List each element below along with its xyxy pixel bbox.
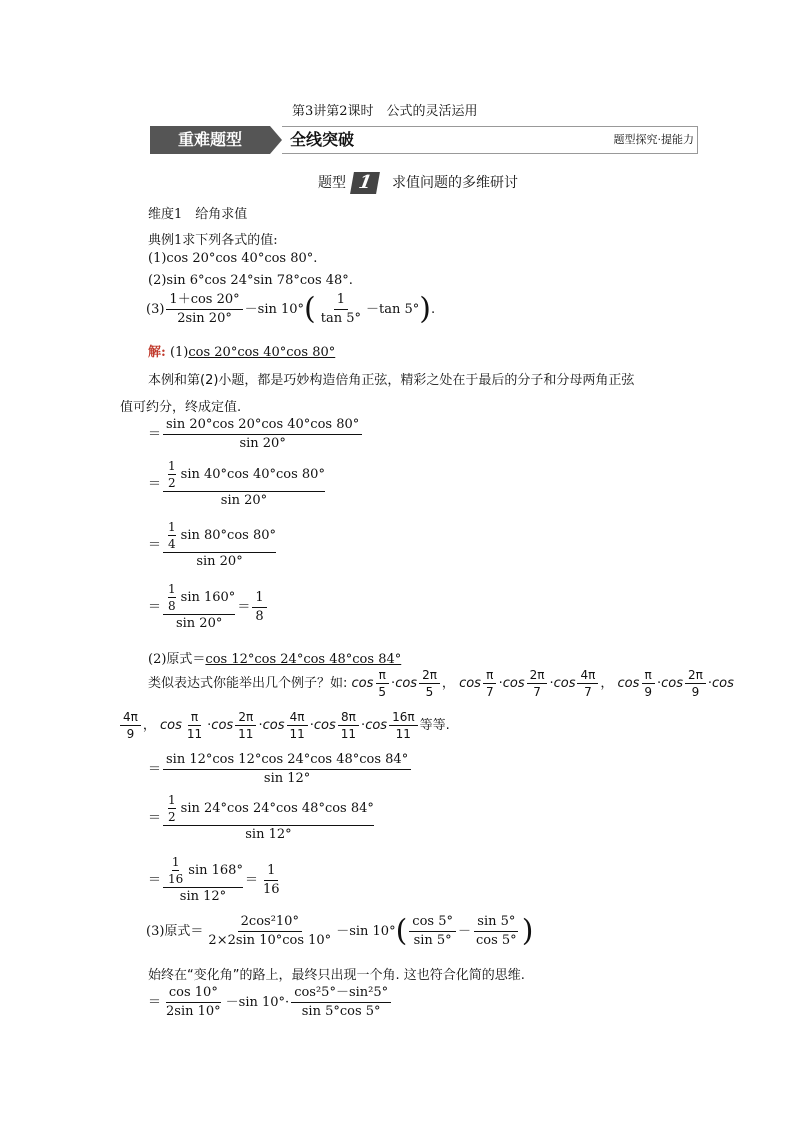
s2-result-num: 1 <box>264 863 278 881</box>
section-title: 求值问题的多维研讨 <box>392 175 518 191</box>
cos: cos <box>395 676 418 691</box>
s3-b-den: cos 5° <box>476 933 517 948</box>
cos: cos <box>712 676 734 691</box>
s1-expr: cos 20°cos 40°cos 80° <box>188 345 336 360</box>
p3-inner-numerator: 1 <box>334 292 348 310</box>
solution-1-head <box>148 341 335 360</box>
den-11: 11 <box>395 727 411 741</box>
s1-f4-den: sin 20° <box>175 616 223 631</box>
comment-2-text: 类似表达式你能举出几个例子？如: <box>148 676 348 691</box>
s2-step-2 <box>148 793 376 843</box>
eq: ＝ <box>148 762 162 777</box>
s3-step-2 <box>148 985 393 1020</box>
s3-f2-den: 2sin 10° <box>166 1004 221 1019</box>
s1-f2-den: sin 20° <box>220 493 268 508</box>
banner-tag: 题型探究·提能力 <box>613 133 694 146</box>
s2-f2-num: sin 24°cos 24°cos 48°cos 84° <box>180 801 374 816</box>
eq: ＝ <box>148 599 162 615</box>
cos: cos <box>553 676 576 691</box>
eq: ＝ <box>148 427 162 442</box>
s2-step-1 <box>148 752 413 787</box>
s2-f2-den: sin 12° <box>245 827 292 842</box>
s1-head: (1) <box>169 345 189 360</box>
s3-num: 2cos²10° <box>238 914 302 932</box>
p3-numerator: 1＋cos 20° <box>166 292 242 310</box>
s1-result-num: 1 <box>252 590 266 608</box>
s2-expr: cos 12°cos 24°cos 48°cos 84° <box>205 652 402 667</box>
2pi: 2π <box>527 668 548 684</box>
section-number-badge: 1 <box>350 172 380 194</box>
s1-f2-num: sin 40°cos 40°cos 80° <box>180 467 325 482</box>
s3-mid: －sin 10° <box>336 924 396 939</box>
pi: π <box>642 668 655 684</box>
s2-f2-coef-num: 1 <box>168 793 176 807</box>
s2-result-den: 16 <box>262 881 280 897</box>
s1-f1-den: sin 20° <box>239 436 286 451</box>
p3-denominator: 2sin 20° <box>177 311 232 326</box>
pi: π <box>483 668 496 684</box>
s1-f4-coef-den: 8 <box>168 599 176 613</box>
den-11: 11 <box>238 727 254 741</box>
comment-1-line-2: 值可约分，终成定值. <box>120 400 242 415</box>
s3-b-num: sin 5° <box>474 914 518 932</box>
banner-arrow <box>270 126 282 154</box>
s3-den: 2×2sin 10°cos 10° <box>208 933 332 948</box>
example-intro: 典例1求下列各式的值: <box>148 233 278 248</box>
solution-3-head: (3)原式＝ $\frac{\text{2cos²10°}}{2\times 2\sin 10^\circ\cos 10^\circ}$ －sin 10°( $\frac{\cos 5^\circ}{\sin 5^\circ}$ － $\frac{\sin 5^\circ}{\cos 5^\circ}$ ) <box>146 913 534 949</box>
den-9: 9 <box>691 685 700 699</box>
s2-f1-num: sin 12°cos 12°cos 24°cos 48°cos 84° <box>163 752 411 770</box>
cos: cos <box>160 718 182 733</box>
den-5: 5 <box>425 685 434 699</box>
example-part-1: (1)cos 20°cos 40°cos 80°. <box>148 251 318 266</box>
eq: ＝ <box>244 872 258 888</box>
den-7: 7 <box>533 685 541 699</box>
s1-f2-coef-den: 2 <box>168 476 176 490</box>
s2-f3-den: sin 12° <box>179 889 227 904</box>
den-5: 5 <box>378 685 387 699</box>
p3-inner-tail: －tan 5° <box>366 302 420 317</box>
cos: cos <box>459 676 481 691</box>
s1-f2-coef-num: 1 <box>168 459 176 473</box>
solution-2-head <box>148 648 401 667</box>
s2-step-3 <box>148 855 285 905</box>
den-11: 11 <box>186 727 203 741</box>
s1-step-4 <box>148 582 269 632</box>
2pi: 2π <box>235 710 256 726</box>
s1-f3-coef-den: 4 <box>168 537 176 551</box>
eq: ＝ <box>148 810 162 826</box>
den-9: 9 <box>644 685 652 699</box>
s1-f4-num: sin 160° <box>180 590 236 605</box>
s3-f2-r-num: cos²5°－sin²5° <box>291 985 391 1003</box>
4pi: 4π <box>287 710 308 726</box>
s1-f3-coef-num: 1 <box>168 520 176 534</box>
eq: ＝ <box>148 476 162 492</box>
eq: ＝ <box>237 599 251 615</box>
p3-end: . <box>431 302 436 317</box>
s2-f2-coef-den: 2 <box>168 810 176 824</box>
eq: ＝ <box>148 537 162 553</box>
pi: π <box>376 668 389 684</box>
4pi: 4π <box>577 668 598 684</box>
den-7: 7 <box>485 685 494 699</box>
eq: ＝ <box>148 872 162 888</box>
comment-3: 始终在“变化角”的路上，最终只出现一个角. 这也符合化简的思维. <box>148 968 525 983</box>
s1-f4-coef-num: 1 <box>168 582 176 596</box>
page-header: 第3讲第2课时 公式的灵活运用 <box>292 104 478 119</box>
den-11: 11 <box>340 727 357 741</box>
s3-minus: － <box>457 924 471 939</box>
comment-2-line-1: 类似表达式你能举出几个例子？如: cos $\frac{\pi}{5}$ ·cos $\frac{2\pi}{5}$ ， cos $\frac{\pi}{7}$ ·cos $\frac{2\pi}{7}$ ·cos $\frac{4\pi}{7}$ ， cos $\frac{\pi}{9}$ ·cos $\frac{2\pi}{9}$ ·cos <box>148 668 734 699</box>
2pi: 2π <box>419 668 440 684</box>
s1-f3-den: sin 20° <box>196 554 243 569</box>
solution-label: 解: <box>148 345 166 360</box>
s3-a-num: cos 5° <box>409 914 456 932</box>
s2-head: (2)原式＝ <box>148 652 206 667</box>
den-9: 9 <box>126 727 135 741</box>
pi: π <box>188 710 201 726</box>
cos: cos <box>502 676 525 691</box>
cos: cos <box>313 718 336 733</box>
cos: cos <box>351 676 374 691</box>
s1-f3-num: sin 80°cos 80° <box>180 528 276 543</box>
s1-step-1 <box>148 417 364 452</box>
section-banner <box>150 126 698 154</box>
8pi: 8π <box>338 710 359 726</box>
s2-f1-den: sin 12° <box>263 771 311 786</box>
section-heading <box>318 172 518 194</box>
s2-f3-coef-num: 1 <box>171 855 180 869</box>
cos: cos <box>211 718 234 733</box>
den-11: 11 <box>289 727 305 741</box>
example-part-3: (3) $\frac{1+\cos 20^\circ}{2\sin 20^\circ}$ －sin 10°( $\frac{1}{\tan 5^\circ}$ －tan 5°). <box>146 291 436 327</box>
part-3-label: (3) <box>146 302 165 317</box>
banner-right: 全线突破 <box>290 130 355 149</box>
s1-step-3 <box>148 520 278 570</box>
comment-2-line-2: $\frac{4\pi}{9}$ ， cos $\frac{\pi}{11}$ ·cos $\frac{2\pi}{11}$ ·cos $\frac{4\pi}{11}$ ·cos $\frac{8\pi}{11}$ ·cos $\frac{16\pi}{11}$ 等等. <box>118 710 450 741</box>
s1-f1-num: sin 20°cos 20°cos 40°cos 80° <box>163 417 362 435</box>
s3-f2-mid: －sin 10°· <box>225 995 290 1010</box>
section-prefix: 题型 <box>318 175 346 191</box>
cos: cos <box>365 718 388 733</box>
s1-result-den: 8 <box>255 608 264 624</box>
cos: cos <box>262 718 285 733</box>
comment-1-line-1: 本例和第(2)小题，都是巧妙构造倍角正弦，精彩之处在于最后的分子和分母两角正弦 <box>148 373 635 388</box>
comment-2-end: 等等. <box>419 718 450 733</box>
cos: cos <box>617 676 640 691</box>
2pi: 2π <box>685 668 706 684</box>
banner-left: 重难题型 <box>150 126 270 154</box>
cos: cos <box>661 676 683 691</box>
s2-f3-num: sin 168° <box>188 863 243 878</box>
den-7: 7 <box>584 685 592 699</box>
p3-inner-denominator: tan 5° <box>320 311 362 326</box>
s3-f2-num: cos 10° <box>166 985 221 1003</box>
p3-middle: －sin 10° <box>244 302 305 317</box>
4pi: 4π <box>120 710 141 726</box>
16pi: 16π <box>389 710 418 726</box>
s3-a-den: sin 5° <box>413 933 452 948</box>
dimension-label: 维度1 给角求值 <box>148 207 248 222</box>
s3-head: (3)原式＝ <box>146 924 204 939</box>
s1-step-2 <box>148 459 327 509</box>
s2-f3-coef-den: 16 <box>168 872 184 886</box>
eq: ＝ <box>148 995 162 1010</box>
example-part-2: (2)sin 6°cos 24°sin 78°cos 48°. <box>148 273 353 288</box>
s3-f2-r-den: sin 5°cos 5° <box>301 1004 381 1019</box>
